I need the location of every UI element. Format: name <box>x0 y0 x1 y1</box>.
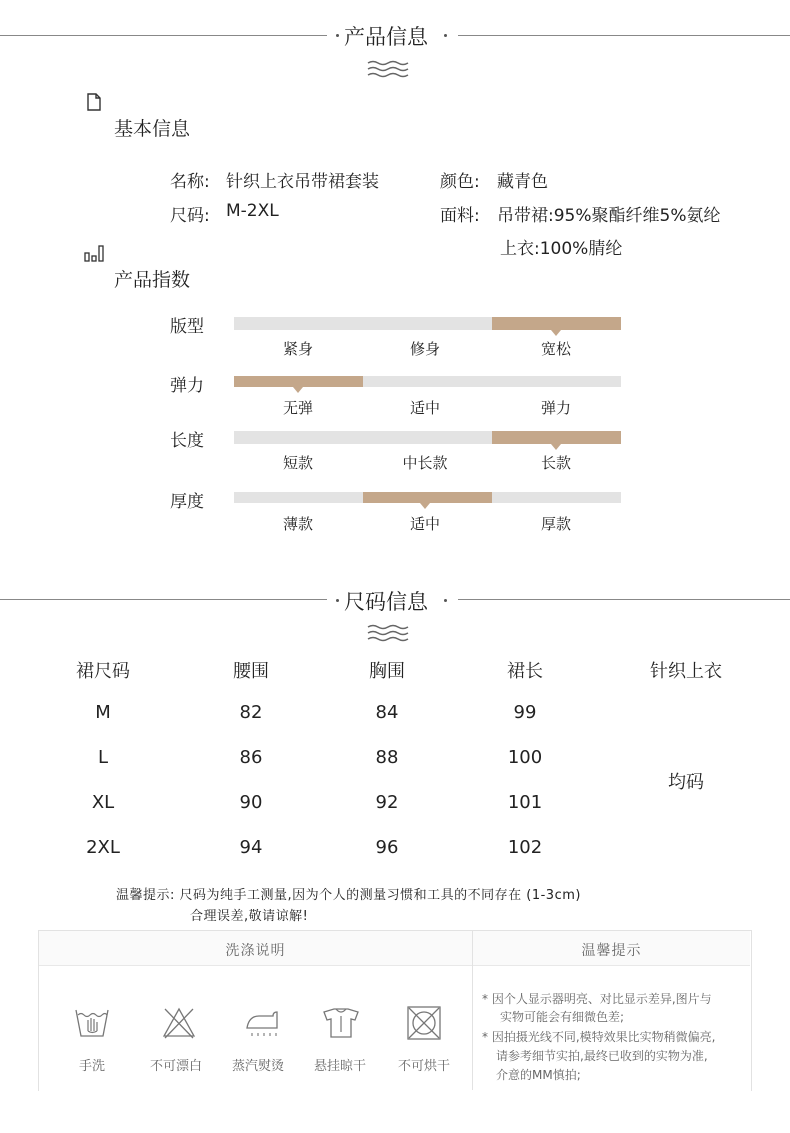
fabric-value-skirt: 吊带裙:95%聚酯纤维5%氨纶 <box>497 206 721 226</box>
section-rule-right <box>458 35 790 36</box>
index-pointer-icon <box>420 503 430 509</box>
index-row-label: 弹力 <box>170 376 204 396</box>
wave-divider-icon <box>366 624 412 642</box>
index-track <box>234 431 621 444</box>
size-table-cell: L <box>97 747 109 768</box>
care-label-hand-wash: 手洗 <box>78 1059 105 1074</box>
title-dot-left <box>336 599 339 602</box>
section-rule-left <box>0 599 327 600</box>
care-note-5: 介意的MM慎拍; <box>496 1068 581 1082</box>
index-option: 适中 <box>409 515 440 533</box>
size-table-header: 针织上衣 <box>650 661 722 682</box>
index-option: 无弹 <box>282 399 313 417</box>
tips-heading: 温馨提示 <box>581 943 642 959</box>
basic-info-heading: 基本信息 <box>114 118 191 140</box>
index-option: 薄款 <box>282 515 313 533</box>
care-note-3: * 因拍摄光线不同,模特效果比实物稍微偏亮, <box>482 1030 716 1044</box>
index-selected-segment <box>363 492 492 503</box>
bar-chart-icon <box>84 244 106 262</box>
size-table-cell: 101 <box>507 792 543 813</box>
title-dot-left <box>336 34 339 37</box>
title-dot-right <box>444 34 447 37</box>
index-track <box>234 492 621 503</box>
size-table-cell: M <box>95 702 111 723</box>
care-note-1: * 因个人显示器明亮、对比显示差异,图片与 <box>482 992 712 1006</box>
index-row-label: 长度 <box>170 431 204 451</box>
index-pointer-icon <box>551 330 561 336</box>
size-table-cell: 96 <box>375 837 399 858</box>
hang-dry-icon <box>322 1006 360 1040</box>
index-selected-segment <box>492 431 621 444</box>
measure-tip-line-2: 合理误差,敬请谅解! <box>190 909 309 924</box>
care-label-steam-iron: 蒸汽熨烫 <box>231 1059 284 1074</box>
index-heading: 产品指数 <box>114 269 191 291</box>
size-table-cell: 82 <box>239 702 263 723</box>
size-table-header: 裙长 <box>507 661 543 682</box>
index-option: 宽松 <box>540 340 571 358</box>
size-table-cell: 2XL <box>86 837 120 858</box>
index-row-label: 厚度 <box>170 492 204 512</box>
name-value: 针织上衣吊带裙套装 <box>226 172 379 192</box>
size-table-cell: 100 <box>507 747 543 768</box>
color-value: 藏青色 <box>497 172 548 192</box>
index-option: 弹力 <box>540 399 571 417</box>
section-rule-left <box>0 35 327 36</box>
section-title-size: 尺码信息 <box>344 590 428 614</box>
section-rule-right <box>458 599 790 600</box>
size-table-cell: 94 <box>239 837 263 858</box>
size-table-cell: 99 <box>513 702 537 723</box>
color-label: 颜色: <box>440 172 480 192</box>
wash-heading: 洗涤说明 <box>225 943 286 959</box>
fabric-label: 面料: <box>440 206 480 226</box>
index-row-label: 版型 <box>170 317 204 337</box>
title-dot-right <box>444 599 447 602</box>
size-table-header: 腰围 <box>233 661 269 682</box>
care-note-2: 实物可能会有细微色差; <box>500 1010 625 1024</box>
size-table-header: 胸围 <box>369 661 405 682</box>
top-size-value: 均码 <box>668 772 704 793</box>
index-option: 中长款 <box>402 454 448 472</box>
steam-iron-icon <box>243 1006 283 1040</box>
measure-tip-line-1: 温馨提示: 尺码为纯手工测量,因为个人的测量习惯和工具的不同存在 (1-3cm) <box>116 888 581 903</box>
no-tumble-dry-icon <box>406 1006 442 1040</box>
index-option: 短款 <box>282 454 313 472</box>
index-option: 长款 <box>540 454 571 472</box>
size-table-cell: 84 <box>375 702 399 723</box>
index-pointer-icon <box>293 387 303 393</box>
care-label-hang-dry: 悬挂晾干 <box>313 1059 366 1074</box>
care-note-4: 请参考细节实拍,最终已收到的实物为准, <box>496 1049 708 1063</box>
fabric-value-top: 上衣:100%腈纶 <box>500 239 623 259</box>
no-bleach-icon <box>161 1006 197 1040</box>
section-title-product: 产品信息 <box>344 25 428 49</box>
size-table-cell: 88 <box>375 747 399 768</box>
wave-divider-icon <box>366 60 412 78</box>
index-option: 厚款 <box>540 515 571 533</box>
index-track <box>234 376 621 387</box>
index-selected-segment <box>234 376 363 387</box>
care-label-no-bleach: 不可漂白 <box>149 1059 202 1074</box>
size-table-cell: XL <box>91 792 115 813</box>
size-table-cell: 90 <box>239 792 263 813</box>
size-table-header: 裙尺码 <box>76 661 130 682</box>
index-track <box>234 317 621 330</box>
document-icon <box>86 93 102 111</box>
index-option: 紧身 <box>282 340 313 358</box>
index-option: 修身 <box>409 340 440 358</box>
name-label: 名称: <box>170 172 210 192</box>
size-table-cell: 102 <box>507 837 543 858</box>
size-table-cell: 92 <box>375 792 399 813</box>
size-value: M-2XL <box>226 201 279 221</box>
index-pointer-icon <box>551 444 561 450</box>
care-label-no-tumble-dry: 不可烘干 <box>397 1059 450 1074</box>
hand-wash-icon <box>74 1006 110 1040</box>
index-option: 适中 <box>409 399 440 417</box>
size-table-cell: 86 <box>239 747 263 768</box>
index-selected-segment <box>492 317 621 330</box>
size-label: 尺码: <box>170 206 210 226</box>
